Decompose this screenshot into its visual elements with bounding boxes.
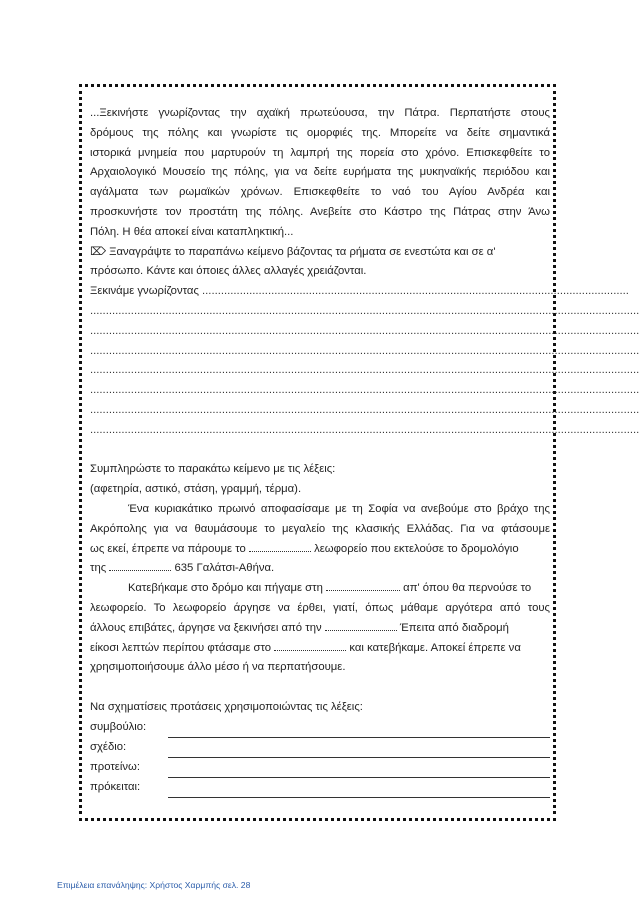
answer-line[interactable]: ...............................................................................................................................................................................: [90, 304, 639, 317]
word-label: σχέδιο:: [90, 740, 127, 753]
text-line: είκοσι λεπτών περίπου φτάσαμε στο και κατεβήκαμε. Αποκεί έπρεπε να: [90, 641, 521, 654]
sentence-line: [90, 738, 550, 758]
word-label: προτείνω:: [90, 760, 140, 773]
passage-line: Αρχαιολογικό Μουσείο της πόλης, για να δείτε ευρήματα της μυκηναϊκής περιόδου και: [90, 166, 550, 179]
reading-passage: [90, 104, 550, 243]
blank-field[interactable]: [326, 580, 400, 591]
fill-in-task: [90, 460, 550, 678]
answer-field[interactable]: [168, 745, 550, 758]
text-line: άλλους επιβάτες, άργησε να ξεκινήσει από την Έπειτα από διαδρομή: [90, 621, 509, 634]
answer-line[interactable]: ...............................................................................................................................................................................: [90, 324, 639, 337]
task-instruction: Να σχηματίσεις προτάσεις χρησιμοποιώντας τις λέξεις:: [90, 700, 363, 713]
text-line: Κατεβήκαμε στο δρόμο και πήγαμε στη απ' όπου θα περνούσε το: [128, 582, 532, 595]
passage-line: δρόμους της πόλης και γνωρίστε τις ομορφιές της. Μπορείτε να δείτε σημαντικά: [90, 126, 550, 139]
sentence-line: [90, 778, 550, 798]
passage-line: ιστορικά μνημεία που μαρτυρούν τη λαμπρή της πορεία στο χρόνο. Επισκεφθείτε το: [90, 146, 550, 159]
blank-field[interactable]: [109, 560, 171, 571]
answer-start-line[interactable]: Ξεκινάμε γνωρίζοντας ........................................................................................................................................: [90, 285, 629, 298]
answer-field[interactable]: [168, 725, 550, 738]
blank-field[interactable]: [249, 541, 311, 552]
task-instruction: ⌦ Ξαναγράψτε το παραπάνω κείμενο βάζοντας τα ρήματα σε ενεστώτα και σε α': [90, 245, 496, 258]
word-list: (αφετηρία, αστικό, στάση, γραμμή, τέρμα).: [90, 483, 302, 496]
answer-field[interactable]: [168, 785, 550, 798]
answer-line[interactable]: ...............................................................................................................................................................................: [90, 364, 639, 377]
passage-line: προσκυνήστε τον προστάτη της πόλης. Ανεβείτε στο Κάστρο της Πάτρας στην Άνω: [90, 205, 550, 218]
answer-field[interactable]: [168, 765, 550, 778]
passage-line: αγάλματα των ρωμαϊκών χρόνων. Επισκεφθείτε το ναό του Αγίου Ανδρέα και: [90, 186, 550, 199]
text-line: της 635 Γαλάτσι-Αθήνα.: [90, 562, 275, 575]
passage-line: Πόλη. Η θέα αποκεί είναι καταπληκτική...: [90, 225, 294, 238]
task-instruction-cont: πρόσωπο. Κάντε και όποιες άλλες αλλαγές χρειάζονται.: [90, 265, 367, 278]
sentence-line: [90, 718, 550, 738]
answer-line[interactable]: ...............................................................................................................................................................................: [90, 344, 639, 357]
worksheet-content: [90, 104, 639, 798]
answer-line[interactable]: ...............................................................................................................................................................................: [90, 423, 639, 436]
answer-line[interactable]: ...............................................................................................................................................................................: [90, 403, 639, 416]
blank-field[interactable]: [274, 640, 346, 651]
task-instruction: Συμπληρώστε το παρακάτω κείμενο με τις λέξεις:: [90, 463, 336, 476]
pencil-icon: ⌦: [90, 245, 106, 258]
passage-line: ...Ξεκινήστε γνωρίζοντας την αχαϊκή πρωτεύουσα, την Πάτρα. Περπατήστε στους: [90, 107, 550, 119]
rewrite-task: [90, 243, 639, 441]
sentence-task: [90, 698, 550, 798]
word-label: πρόκειται:: [90, 780, 141, 793]
text-line: Ακρόπολης για να θαυμάσουμε το μεγαλείο της κλασικής Ελλάδας. Για να φτάσουμε: [90, 522, 550, 535]
blank-field[interactable]: [325, 620, 397, 631]
sentence-line: [90, 758, 550, 778]
text-line: ως εκεί, έπρεπε να πάρουμε το λεωφορείο που εκτελούσε το δρομολόγιο: [90, 542, 519, 555]
page-footer: Επιμέλεια επανάληψης: Χρήστος Χαρμπής σελ. 28: [57, 880, 251, 890]
word-label: συμβούλιο:: [90, 720, 147, 733]
answer-line[interactable]: ...............................................................................................................................................................................: [90, 384, 639, 397]
text-line: χρησιμοποιήσουμε άλλο μέσο ή να περπατήσουμε.: [90, 661, 346, 674]
text-line: λεωφορείο. Το λεωφορείο άργησε να έρθει, γιατί, όπως μάθαμε αργότερα από τους: [90, 601, 550, 614]
text-line: Ένα κυριακάτικο πρωινό αποφασίσαμε με τη Σοφία να ανεβούμε στο βράχο της: [128, 502, 550, 515]
